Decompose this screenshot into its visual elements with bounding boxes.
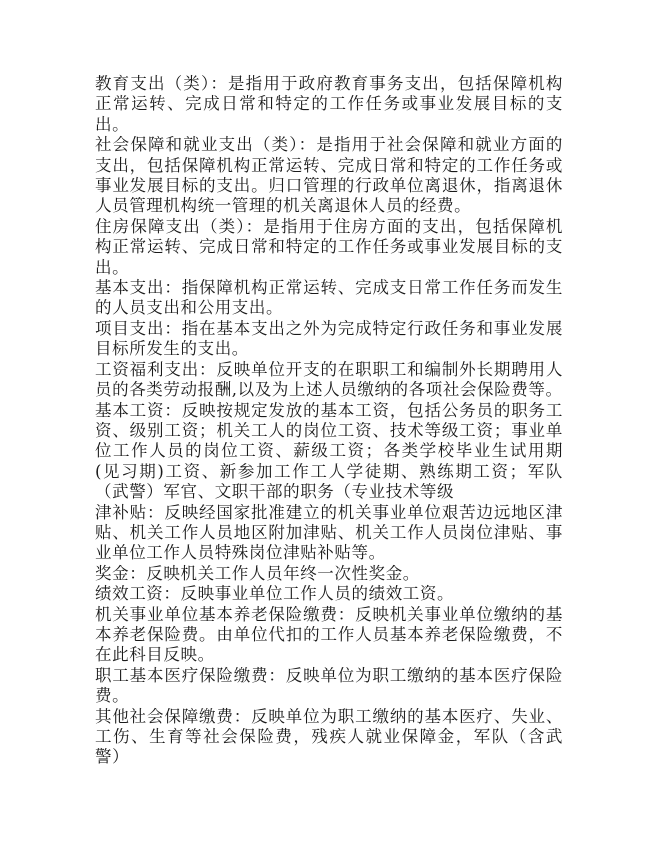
document-body bbox=[95, 74, 563, 768]
paragraph-basic-wages: 基本工资：反映按规定发放的基本工资，包括公务员的职务工资、级别工资；机关工人的岗位工资、技术等级工资；事业单位工作人员的岗位工资、薪级工资；各类学校毕业生试用期(见习期)工资、新参加工作工人学徒期、熟练期工资；军队（武警）军官、文职干部的职务（专业技术等级 bbox=[95, 400, 563, 502]
paragraph-housing-expenditure: 住房保障支出（类）：是指用于住房方面的支出，包括保障机构正常运转、完成日常和特定的工作任务或事业发展目标的支出。 bbox=[95, 216, 563, 277]
paragraph-project-expenditure: 项目支出：指在基本支出之外为完成特定行政任务和事业发展目标所发生的支出。 bbox=[95, 318, 563, 359]
paragraph-medical-insurance: 职工基本医疗保险缴费：反映单位为职工缴纳的基本医疗保险费。 bbox=[95, 665, 563, 706]
paragraph-basic-expenditure: 基本支出：指保障机构正常运转、完成支日常工作任务而发生的人员支出和公用支出。 bbox=[95, 278, 563, 318]
paragraph-allowances: 津补贴：反映经国家批准建立的机关事业单位艰苦边远地区津贴、机关工作人员地区附加津贴、机关工作人员岗位津贴、事业单位工作人员特殊岗位津贴补贴等。 bbox=[95, 502, 563, 563]
paragraph-bonus: 奖金：反映机关工作人员年终一次性奖金。 bbox=[95, 563, 420, 583]
paragraph-pension-insurance: 机关事业单位基本养老保险缴费：反映机关事业单位缴纳的基本养老保险费。由单位代扣的工作人员基本养老保险缴费，不在此科目反映。 bbox=[95, 604, 563, 665]
paragraph-other-social-security: 其他社会保障缴费：反映单位为职工缴纳的基本医疗、失业、工伤、生育等社会保险费，残疾人就业保障金，军队（含武警） bbox=[95, 706, 563, 767]
paragraph-education-expenditure: 教育支出（类）：是指用于政府教育事务支出，包括保障机构正常运转、完成日常和特定的工作任务或事业发展目标的支出。 bbox=[95, 74, 563, 134]
paragraph-social-security-expenditure: 社会保障和就业支出（类）：是指用于社会保障和就业方面的支出，包括保障机构正常运转、完成日常和特定的工作任务或事业发展目标的支出。归口管理的行政单位离退休，指离退休人员管理机构统一管理的机关离退休人员的经费。 bbox=[95, 135, 563, 216]
paragraph-wages-welfare: 工资福利支出：反映单位开支的在职职工和编制外长期聘用人员的各类劳动报酬,以及为上述人员缴纳的各项社会保险费等。 bbox=[95, 359, 563, 400]
paragraph-performance-wages: 绩效工资：反映事业单位工作人员的绩效工资。 bbox=[95, 584, 455, 604]
